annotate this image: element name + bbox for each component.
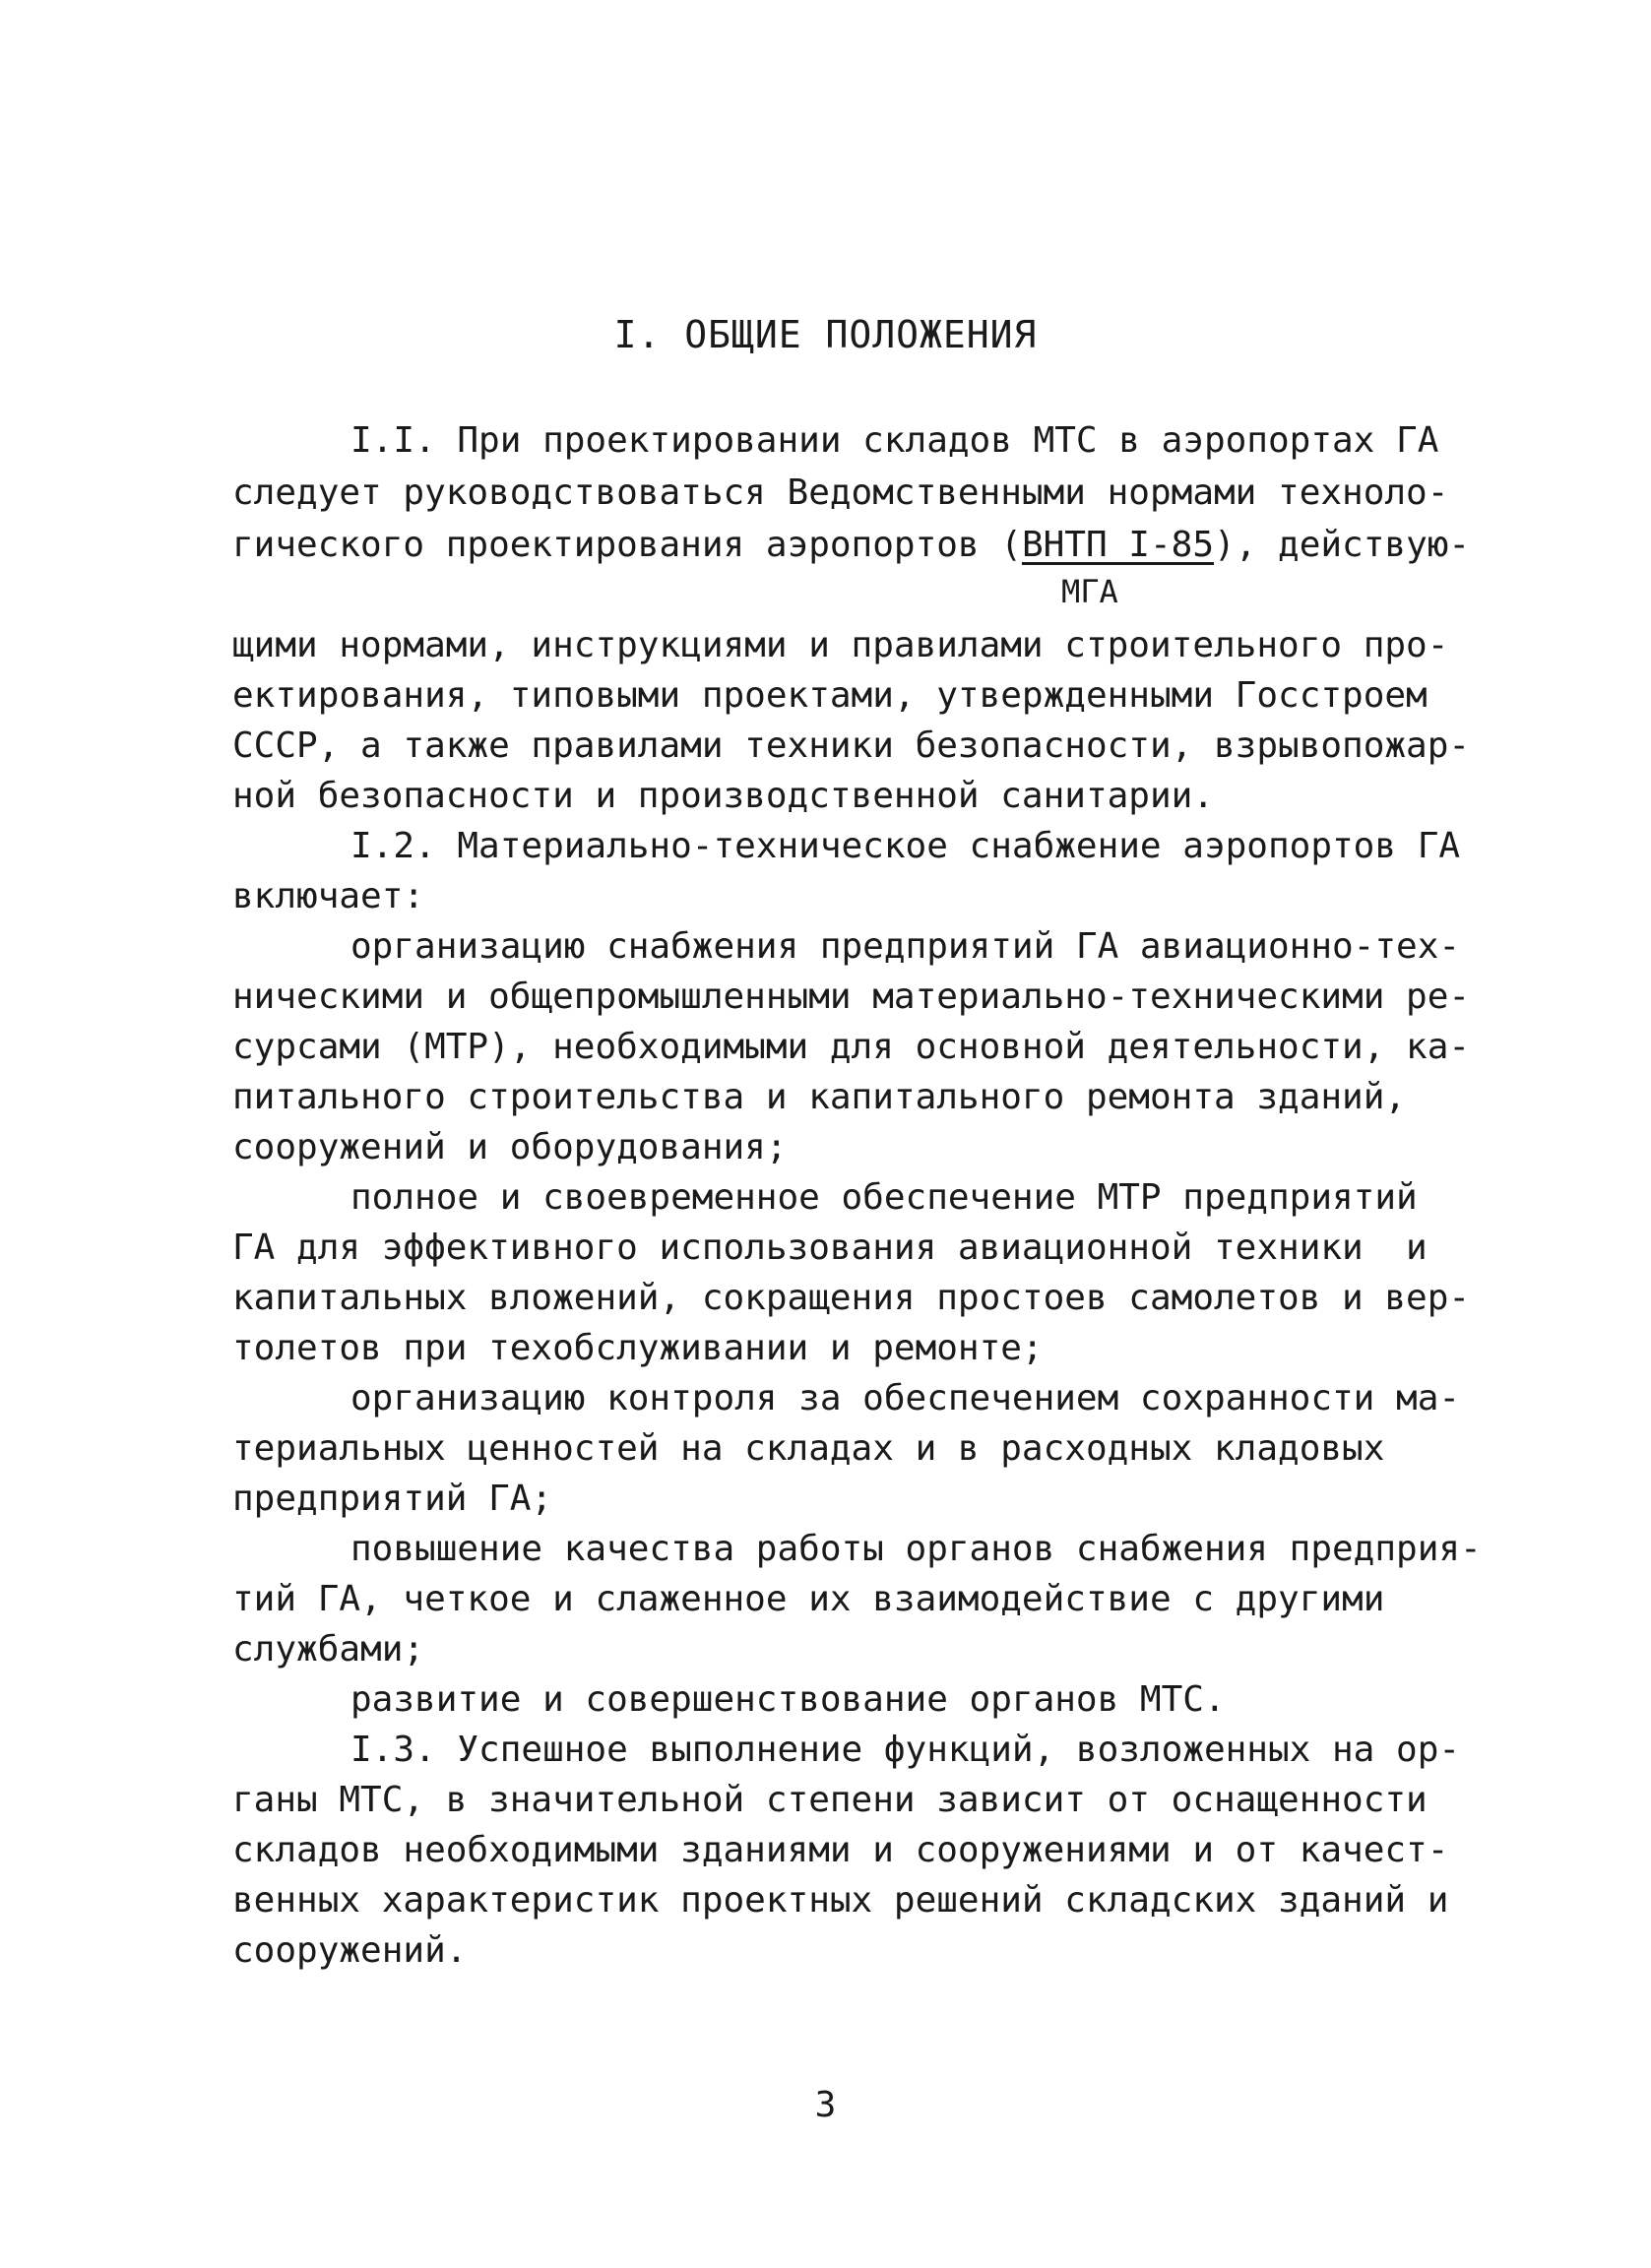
paragraph-1-3-line: сооружений. [232,1930,468,1971]
paragraph-1-2-line: I.2. Материально-техническое снабжение аэропортов ГА [350,826,1461,866]
paragraph-1-1-line: I.I. При проектировании складов МТС в аэропортах ГА [350,420,1439,461]
list-item-line: повышение качества работы органов снабжения предприя- [350,1529,1482,1569]
paragraph-1-1-line: следует руководствоваться Ведомственными нормами техноло- [232,472,1449,513]
list-item-line: тий ГА, четкое и слаженное их взаимодействие с другими [232,1579,1385,1619]
paragraph-1-3-line: складов необходимыми зданиями и сооружениями и от качест- [232,1830,1449,1870]
list-item-line: организацию снабжения предприятий ГА авиационно-тех- [350,926,1461,967]
list-item-line: службами; [232,1629,425,1670]
list-item-line: ГА для эффективного использования авиационной техники и [232,1228,1428,1268]
list-item-line: сурсами (МТР), необходимыми для основной деятельности, ка- [232,1027,1471,1067]
paragraph-1-1-line: ной безопасности и производственной санитарии. [232,776,1214,816]
list-item-line: толетов при техобслуживании и ремонте; [232,1328,1044,1368]
list-item-line: ническими и общепромышленными материально-техническими ре- [232,976,1471,1017]
paragraph-1-2-line: включает: [232,876,425,916]
norm-code-reference: ВНТП I-85 [1021,525,1215,565]
paragraph-1-3-line: венных характеристик проектных решений складских зданий и [232,1880,1449,1921]
list-item-line: капитальных вложений, сокращения простоев самолетов и вер- [232,1278,1471,1318]
paragraph-1-3-line: ганы МТС, в значительной степени зависит от оснащенности [232,1780,1428,1820]
list-item-line: развитие и совершенствование органов МТС. [350,1679,1226,1720]
list-item-line: полное и своевременное обеспечение МТР предприятий [350,1177,1418,1218]
paragraph-1-1-line [232,522,1470,569]
paragraph-1-3-line: I.3. Успешное выполнение функций, возложенных на ор- [350,1730,1461,1770]
paragraph-1-1-line: щими нормами, инструкциями и правилами строительного про- [232,625,1449,665]
list-item-line: предприятий ГА; [232,1479,553,1519]
text-fragment: гического проектирования аэропортов ( [232,525,1022,565]
text-fragment: ), действую- [1214,525,1471,565]
paragraph-1-1-line: ектирования, типовыми проектами, утвержденными Госстроем [232,675,1428,716]
section-heading: I. ОБЩИЕ ПОЛОЖЕНИЯ [613,313,1038,356]
list-item-line: организацию контроля за обеспечением сохранности ма- [350,1378,1461,1418]
list-item-line: териальных ценностей на складах и в расходных кладовых [232,1428,1385,1469]
norm-code-authority: МГА [1061,573,1118,610]
paragraph-1-1-line: СССР, а также правилами техники безопасности, взрывопожар- [232,725,1471,766]
list-item-line: питального строительства и капитального ремонта зданий, [232,1077,1407,1117]
page-number: 3 [814,2085,837,2125]
list-item-line: сооружений и оборудования; [232,1127,788,1167]
